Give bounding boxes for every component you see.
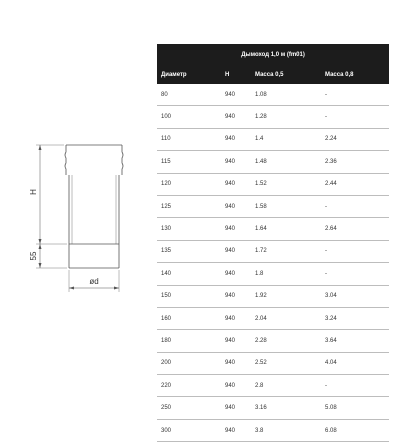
table-row	[157, 106, 389, 128]
cell-diameter: 150	[157, 285, 221, 307]
cell-mass-05: 2.04	[251, 307, 321, 329]
cell-diameter: 100	[157, 106, 221, 128]
socket-label: 55	[29, 251, 38, 261]
column-header-diameter: Диаметр	[157, 66, 221, 84]
cell-mass-08: 2.36	[321, 151, 389, 173]
dim-arrow-top	[39, 145, 42, 150]
table-row	[157, 128, 389, 150]
table-title-row	[157, 44, 389, 66]
cell-mass-05: 1.72	[251, 240, 321, 262]
cell-diameter: 125	[157, 195, 221, 217]
table-row	[157, 285, 389, 307]
cell-mass-05: 3.8	[251, 419, 321, 441]
cell-mass-08: 6.08	[321, 419, 389, 441]
column-header-mass-05: Масса 0,5	[251, 66, 321, 84]
cell-mass-05: 1.8	[251, 263, 321, 285]
cell-h: 940	[221, 307, 251, 329]
table-row	[157, 218, 389, 240]
column-header-mass-08: Масса 0,8	[321, 66, 389, 84]
table-body	[157, 84, 389, 442]
cell-mass-08: -	[321, 263, 389, 285]
cell-diameter: 120	[157, 173, 221, 195]
cell-mass-05: 1.64	[251, 218, 321, 240]
cell-mass-08: 3.24	[321, 307, 389, 329]
cell-h: 940	[221, 352, 251, 374]
diameter-label: ød	[89, 277, 99, 286]
spec-table	[157, 44, 389, 442]
cell-h: 940	[221, 106, 251, 128]
table-row	[157, 375, 389, 397]
table-row	[157, 195, 389, 217]
cell-h: 940	[221, 397, 251, 419]
cell-mass-05: 2.28	[251, 330, 321, 352]
cell-diameter: 300	[157, 419, 221, 441]
cell-mass-05: 3.16	[251, 397, 321, 419]
cell-h: 940	[221, 240, 251, 262]
cell-mass-05: 2.8	[251, 375, 321, 397]
cell-mass-05: 1.4	[251, 128, 321, 150]
dim-arrow-d-right	[114, 287, 119, 290]
pipe-socket-flare-right	[122, 145, 123, 175]
cell-diameter: 130	[157, 218, 221, 240]
cell-mass-08: 2.24	[321, 128, 389, 150]
dim-arrow-d-left	[69, 287, 74, 290]
cell-h: 940	[221, 173, 251, 195]
cell-diameter: 220	[157, 375, 221, 397]
cell-diameter: 80	[157, 84, 221, 106]
cell-mass-08: 5.08	[321, 397, 389, 419]
cell-mass-08: 3.04	[321, 285, 389, 307]
cell-mass-05: 1.48	[251, 151, 321, 173]
cell-h: 940	[221, 419, 251, 441]
table-row	[157, 173, 389, 195]
table-row	[157, 397, 389, 419]
cell-mass-08: 2.64	[321, 218, 389, 240]
table-row	[157, 151, 389, 173]
cell-diameter: 200	[157, 352, 221, 374]
table-row	[157, 307, 389, 329]
table-header-row	[157, 66, 389, 84]
cell-diameter: 115	[157, 151, 221, 173]
cell-mass-05: 1.58	[251, 195, 321, 217]
cell-diameter: 160	[157, 307, 221, 329]
cell-h: 940	[221, 263, 251, 285]
cell-h: 940	[221, 330, 251, 352]
cell-diameter: 250	[157, 397, 221, 419]
cell-mass-05: 1.28	[251, 106, 321, 128]
dim-arrow-socket-down	[39, 244, 42, 249]
cell-mass-08: -	[321, 84, 389, 106]
table-row	[157, 330, 389, 352]
dim-arrow-bottom	[39, 263, 42, 268]
pipe-drawing	[0, 0, 160, 400]
cell-h: 940	[221, 128, 251, 150]
cell-mass-05: 1.08	[251, 84, 321, 106]
cell-diameter: 140	[157, 263, 221, 285]
dim-arrow-socket-up	[39, 239, 42, 244]
cell-h: 940	[221, 218, 251, 240]
cell-mass-08: -	[321, 106, 389, 128]
cell-h: 940	[221, 84, 251, 106]
pipe-socket-flare	[65, 145, 66, 175]
cell-mass-08: -	[321, 375, 389, 397]
table-row	[157, 84, 389, 106]
cell-mass-08: -	[321, 195, 389, 217]
cell-h: 940	[221, 195, 251, 217]
cell-diameter: 180	[157, 330, 221, 352]
table-row	[157, 263, 389, 285]
cell-diameter: 135	[157, 240, 221, 262]
cell-mass-08: -	[321, 240, 389, 262]
cell-h: 940	[221, 375, 251, 397]
table-row	[157, 240, 389, 262]
cell-mass-08: 4.04	[321, 352, 389, 374]
cell-diameter: 110	[157, 128, 221, 150]
column-header-h: H	[221, 66, 251, 84]
cell-mass-08: 2.44	[321, 173, 389, 195]
table-row	[157, 419, 389, 441]
cell-mass-08: 3.64	[321, 330, 389, 352]
cell-mass-05: 1.52	[251, 173, 321, 195]
cell-mass-05: 1.92	[251, 285, 321, 307]
cell-h: 940	[221, 285, 251, 307]
table-title: Дымоход 1,0 м (fm01)	[157, 44, 389, 66]
cell-h: 940	[221, 151, 251, 173]
height-label: H	[29, 189, 38, 195]
cell-mass-05: 2.52	[251, 352, 321, 374]
table-row	[157, 352, 389, 374]
